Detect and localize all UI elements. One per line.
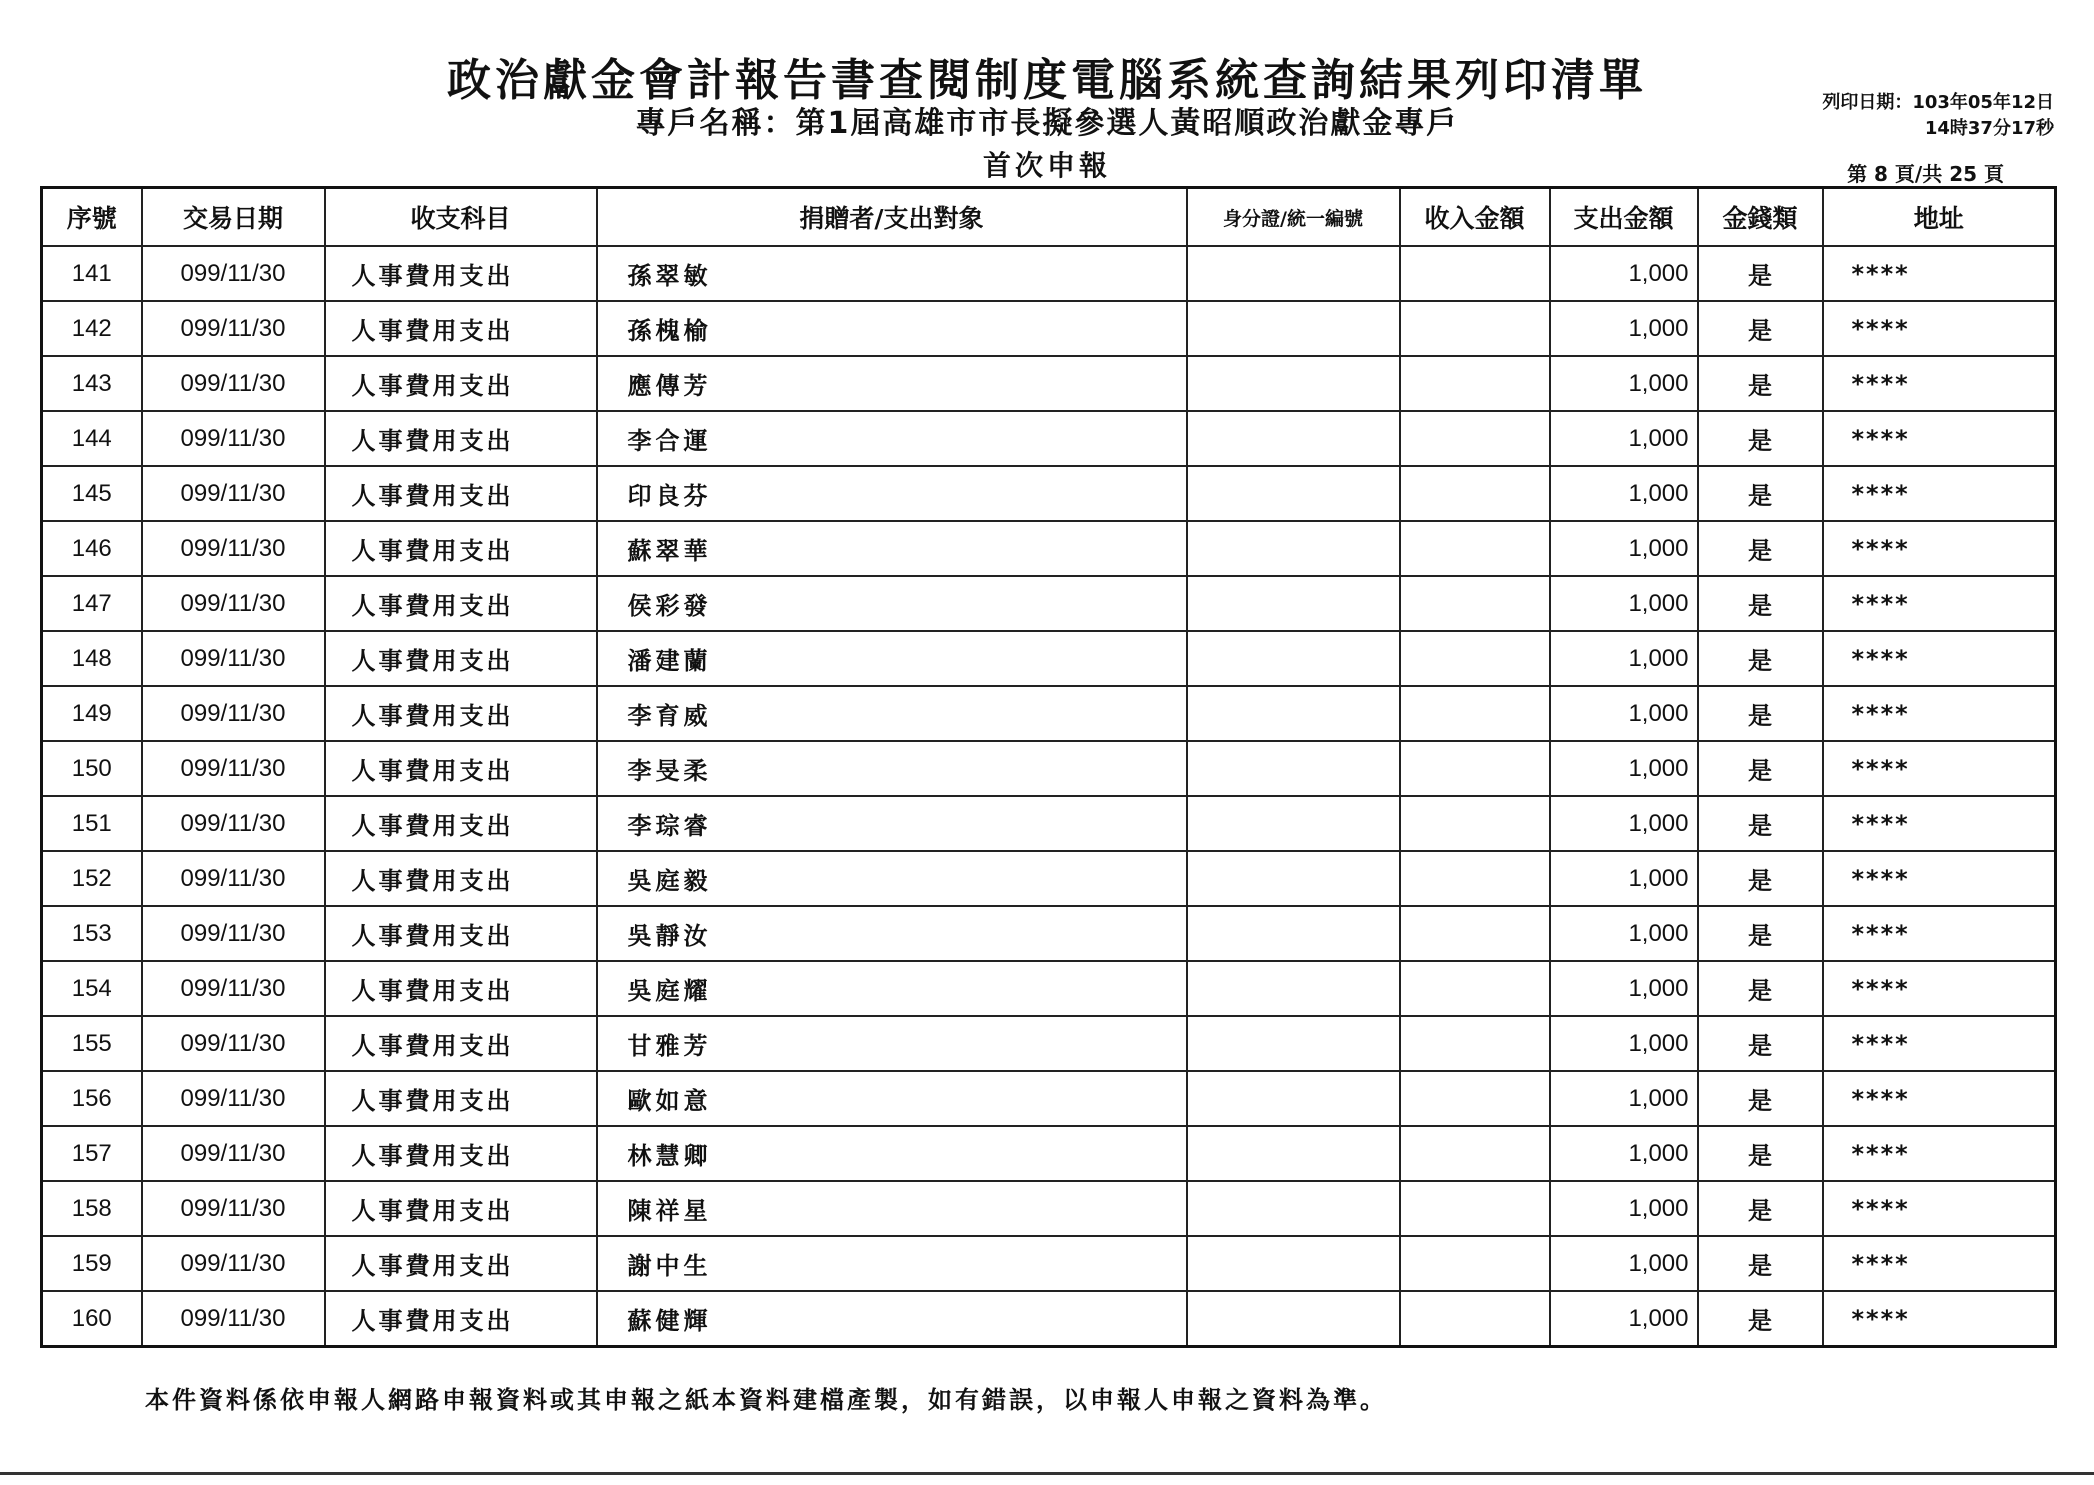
expense-cell: 1,000: [1550, 851, 1698, 906]
expense-cell: 1,000: [1550, 1071, 1698, 1126]
date-cell: 099/11/30: [142, 796, 325, 851]
income-cell: [1400, 1071, 1550, 1126]
address-cell: ****: [1823, 411, 2056, 466]
income-cell: [1400, 411, 1550, 466]
table-row: [42, 1126, 2056, 1181]
donor-cell: 吳庭毅: [597, 851, 1187, 906]
income-cell: [1400, 961, 1550, 1016]
income-cell: [1400, 1016, 1550, 1071]
expense-cell: 1,000: [1550, 356, 1698, 411]
donor-cell: 林慧卿: [597, 1126, 1187, 1181]
income-cell: [1400, 356, 1550, 411]
donor-cell: 蘇健輝: [597, 1291, 1187, 1347]
subject-cell: 人事費用支出: [325, 246, 597, 301]
address-cell: ****: [1823, 1291, 2056, 1347]
expense-cell: 1,000: [1550, 411, 1698, 466]
donor-cell: 蘇翠華: [597, 521, 1187, 576]
address-cell: ****: [1823, 1071, 2056, 1126]
date-cell: 099/11/30: [142, 1126, 325, 1181]
income-cell: [1400, 576, 1550, 631]
cash-cell: 是: [1698, 851, 1823, 906]
cash-cell: 是: [1698, 741, 1823, 796]
income-cell: [1400, 521, 1550, 576]
id-cell: [1187, 961, 1400, 1016]
address-cell: ****: [1823, 466, 2056, 521]
table-row: [42, 1291, 2056, 1347]
address-cell: ****: [1823, 631, 2056, 686]
seq-cell: 143: [42, 356, 142, 411]
seq-cell: 150: [42, 741, 142, 796]
cash-cell: 是: [1698, 1071, 1823, 1126]
subject-cell: 人事費用支出: [325, 1236, 597, 1291]
cash-cell: 是: [1698, 356, 1823, 411]
income-cell: [1400, 851, 1550, 906]
seq-cell: 149: [42, 686, 142, 741]
print-date-line1: 列印日期：103年05年12日: [1822, 92, 2054, 113]
expense-cell: 1,000: [1550, 246, 1698, 301]
id-cell: [1187, 1291, 1400, 1347]
subject-cell: 人事費用支出: [325, 576, 597, 631]
subject-cell: 人事費用支出: [325, 741, 597, 796]
cash-cell: 是: [1698, 411, 1823, 466]
table-row: [42, 906, 2056, 961]
date-cell: 099/11/30: [142, 631, 325, 686]
seq-cell: 144: [42, 411, 142, 466]
table-row: [42, 356, 2056, 411]
document-title: 政治獻金會計報告書查閱制度電腦系統查詢結果列印清單: [447, 55, 1647, 106]
seq-cell: 151: [42, 796, 142, 851]
bottom-divider: [0, 1472, 2094, 1475]
seq-cell: 159: [42, 1236, 142, 1291]
income-cell: [1400, 246, 1550, 301]
seq-cell: 155: [42, 1016, 142, 1071]
seq-cell: 147: [42, 576, 142, 631]
expense-cell: 1,000: [1550, 1126, 1698, 1181]
address-cell: ****: [1823, 741, 2056, 796]
cash-cell: 是: [1698, 1016, 1823, 1071]
subject-cell: 人事費用支出: [325, 631, 597, 686]
expense-cell: 1,000: [1550, 521, 1698, 576]
date-cell: 099/11/30: [142, 356, 325, 411]
address-cell: ****: [1823, 906, 2056, 961]
table-row: [42, 301, 2056, 356]
records-table-container: [40, 186, 2054, 1348]
cash-cell: 是: [1698, 1291, 1823, 1347]
id-cell: [1187, 356, 1400, 411]
id-cell: [1187, 741, 1400, 796]
table-header-row: [42, 188, 2056, 247]
id-cell: [1187, 1126, 1400, 1181]
donor-cell: 歐如意: [597, 1071, 1187, 1126]
date-cell: 099/11/30: [142, 851, 325, 906]
seq-cell: 142: [42, 301, 142, 356]
cash-cell: 是: [1698, 1181, 1823, 1236]
header-income: 收入金額: [1400, 188, 1550, 247]
income-cell: [1400, 1291, 1550, 1347]
address-cell: ****: [1823, 961, 2056, 1016]
expense-cell: 1,000: [1550, 576, 1698, 631]
id-cell: [1187, 1236, 1400, 1291]
address-cell: ****: [1823, 521, 2056, 576]
footer-note: 本件資料係依申報人網路申報資料或其申報之紙本資料建檔產製，如有錯誤，以申報人申報之資料為準。: [145, 1386, 1387, 1414]
table-row: [42, 851, 2056, 906]
donor-cell: 李琮睿: [597, 796, 1187, 851]
seq-cell: 145: [42, 466, 142, 521]
address-cell: ****: [1823, 1181, 2056, 1236]
donor-cell: 吳靜汝: [597, 906, 1187, 961]
donor-cell: 陳祥星: [597, 1181, 1187, 1236]
cash-cell: 是: [1698, 961, 1823, 1016]
id-cell: [1187, 301, 1400, 356]
id-cell: [1187, 1016, 1400, 1071]
cash-cell: 是: [1698, 576, 1823, 631]
table-row: [42, 576, 2056, 631]
donor-cell: 李旻柔: [597, 741, 1187, 796]
id-cell: [1187, 631, 1400, 686]
subject-cell: 人事費用支出: [325, 466, 597, 521]
subject-cell: 人事費用支出: [325, 906, 597, 961]
header-id: 身分證/統一編號: [1187, 188, 1400, 247]
table-row: [42, 686, 2056, 741]
income-cell: [1400, 1126, 1550, 1181]
address-cell: ****: [1823, 576, 2056, 631]
donor-cell: 侯彩發: [597, 576, 1187, 631]
header-donor: 捐贈者/支出對象: [597, 188, 1187, 247]
seq-cell: 156: [42, 1071, 142, 1126]
expense-cell: 1,000: [1550, 1291, 1698, 1347]
table-row: [42, 961, 2056, 1016]
expense-cell: 1,000: [1550, 961, 1698, 1016]
seq-cell: 154: [42, 961, 142, 1016]
date-cell: 099/11/30: [142, 1016, 325, 1071]
date-cell: 099/11/30: [142, 906, 325, 961]
seq-cell: 157: [42, 1126, 142, 1181]
header-seq: 序號: [42, 188, 142, 247]
donor-cell: 吳庭耀: [597, 961, 1187, 1016]
address-cell: ****: [1823, 301, 2056, 356]
cash-cell: 是: [1698, 686, 1823, 741]
seq-cell: 153: [42, 906, 142, 961]
id-cell: [1187, 576, 1400, 631]
id-cell: [1187, 686, 1400, 741]
address-cell: ****: [1823, 1126, 2056, 1181]
income-cell: [1400, 686, 1550, 741]
header-expense: 支出金額: [1550, 188, 1698, 247]
table-row: [42, 796, 2056, 851]
donor-cell: 李合運: [597, 411, 1187, 466]
income-cell: [1400, 741, 1550, 796]
donor-cell: 甘雅芳: [597, 1016, 1187, 1071]
date-cell: 099/11/30: [142, 246, 325, 301]
id-cell: [1187, 246, 1400, 301]
seq-cell: 141: [42, 246, 142, 301]
cash-cell: 是: [1698, 906, 1823, 961]
address-cell: ****: [1823, 246, 2056, 301]
expense-cell: 1,000: [1550, 1016, 1698, 1071]
date-cell: 099/11/30: [142, 741, 325, 796]
seq-cell: 158: [42, 1181, 142, 1236]
expense-cell: 1,000: [1550, 906, 1698, 961]
cash-cell: 是: [1698, 301, 1823, 356]
subject-cell: 人事費用支出: [325, 1181, 597, 1236]
cash-cell: 是: [1698, 246, 1823, 301]
date-cell: 099/11/30: [142, 1291, 325, 1347]
subject-cell: 人事費用支出: [325, 1016, 597, 1071]
donor-cell: 孫翠敏: [597, 246, 1187, 301]
address-cell: ****: [1823, 1236, 2056, 1291]
report-type: 首次申報: [982, 149, 1111, 182]
income-cell: [1400, 1236, 1550, 1291]
cash-cell: 是: [1698, 1236, 1823, 1291]
seq-cell: 146: [42, 521, 142, 576]
expense-cell: 1,000: [1550, 796, 1698, 851]
page-info: 第 8 頁/共 25 頁: [1847, 162, 2004, 186]
address-cell: ****: [1823, 1016, 2056, 1071]
id-cell: [1187, 411, 1400, 466]
id-cell: [1187, 466, 1400, 521]
account-name: 專戶名稱：第1屆高雄市市長擬參選人黃昭順政治獻金專戶: [635, 106, 1459, 141]
donor-cell: 潘建蘭: [597, 631, 1187, 686]
cash-cell: 是: [1698, 631, 1823, 686]
header-address: 地址: [1823, 188, 2056, 247]
print-date-line2: 14時37分17秒: [1924, 118, 2054, 139]
print-date: [1822, 90, 2054, 142]
cash-cell: 是: [1698, 1126, 1823, 1181]
income-cell: [1400, 906, 1550, 961]
expense-cell: 1,000: [1550, 686, 1698, 741]
date-cell: 099/11/30: [142, 466, 325, 521]
date-cell: 099/11/30: [142, 576, 325, 631]
id-cell: [1187, 1181, 1400, 1236]
income-cell: [1400, 301, 1550, 356]
table-row: [42, 1236, 2056, 1291]
date-cell: 099/11/30: [142, 1071, 325, 1126]
address-cell: ****: [1823, 851, 2056, 906]
table-row: [42, 1016, 2056, 1071]
subject-cell: 人事費用支出: [325, 1071, 597, 1126]
donor-cell: 印良芬: [597, 466, 1187, 521]
seq-cell: 152: [42, 851, 142, 906]
cash-cell: 是: [1698, 466, 1823, 521]
income-cell: [1400, 796, 1550, 851]
expense-cell: 1,000: [1550, 301, 1698, 356]
expense-cell: 1,000: [1550, 466, 1698, 521]
income-cell: [1400, 631, 1550, 686]
date-cell: 099/11/30: [142, 961, 325, 1016]
table-row: [42, 246, 2056, 301]
table-row: [42, 1071, 2056, 1126]
cash-cell: 是: [1698, 521, 1823, 576]
header-date: 交易日期: [142, 188, 325, 247]
date-cell: 099/11/30: [142, 1181, 325, 1236]
donor-cell: 李育威: [597, 686, 1187, 741]
subject-cell: 人事費用支出: [325, 356, 597, 411]
subject-cell: 人事費用支出: [325, 851, 597, 906]
table-row: [42, 1181, 2056, 1236]
cash-cell: 是: [1698, 796, 1823, 851]
expense-cell: 1,000: [1550, 741, 1698, 796]
date-cell: 099/11/30: [142, 411, 325, 466]
address-cell: ****: [1823, 356, 2056, 411]
donor-cell: 應傳芳: [597, 356, 1187, 411]
income-cell: [1400, 1181, 1550, 1236]
expense-cell: 1,000: [1550, 631, 1698, 686]
date-cell: 099/11/30: [142, 1236, 325, 1291]
date-cell: 099/11/30: [142, 521, 325, 576]
subject-cell: 人事費用支出: [325, 301, 597, 356]
subject-cell: 人事費用支出: [325, 1291, 597, 1347]
seq-cell: 160: [42, 1291, 142, 1347]
subject-cell: 人事費用支出: [325, 796, 597, 851]
header-cash: 金錢類: [1698, 188, 1823, 247]
subject-cell: 人事費用支出: [325, 411, 597, 466]
date-cell: 099/11/30: [142, 301, 325, 356]
table-row: [42, 631, 2056, 686]
income-cell: [1400, 466, 1550, 521]
seq-cell: 148: [42, 631, 142, 686]
id-cell: [1187, 851, 1400, 906]
date-cell: 099/11/30: [142, 686, 325, 741]
id-cell: [1187, 521, 1400, 576]
expense-cell: 1,000: [1550, 1181, 1698, 1236]
table-row: [42, 466, 2056, 521]
table-row: [42, 521, 2056, 576]
address-cell: ****: [1823, 796, 2056, 851]
subject-cell: 人事費用支出: [325, 1126, 597, 1181]
subject-cell: 人事費用支出: [325, 686, 597, 741]
subject-cell: 人事費用支出: [325, 521, 597, 576]
subject-cell: 人事費用支出: [325, 961, 597, 1016]
address-cell: ****: [1823, 686, 2056, 741]
donor-cell: 謝中生: [597, 1236, 1187, 1291]
donor-cell: 孫槐榆: [597, 301, 1187, 356]
table-row: [42, 741, 2056, 796]
id-cell: [1187, 906, 1400, 961]
table-row: [42, 411, 2056, 466]
records-table: [40, 186, 2057, 1348]
header-subject: 收支科目: [325, 188, 597, 247]
expense-cell: 1,000: [1550, 1236, 1698, 1291]
id-cell: [1187, 796, 1400, 851]
id-cell: [1187, 1071, 1400, 1126]
